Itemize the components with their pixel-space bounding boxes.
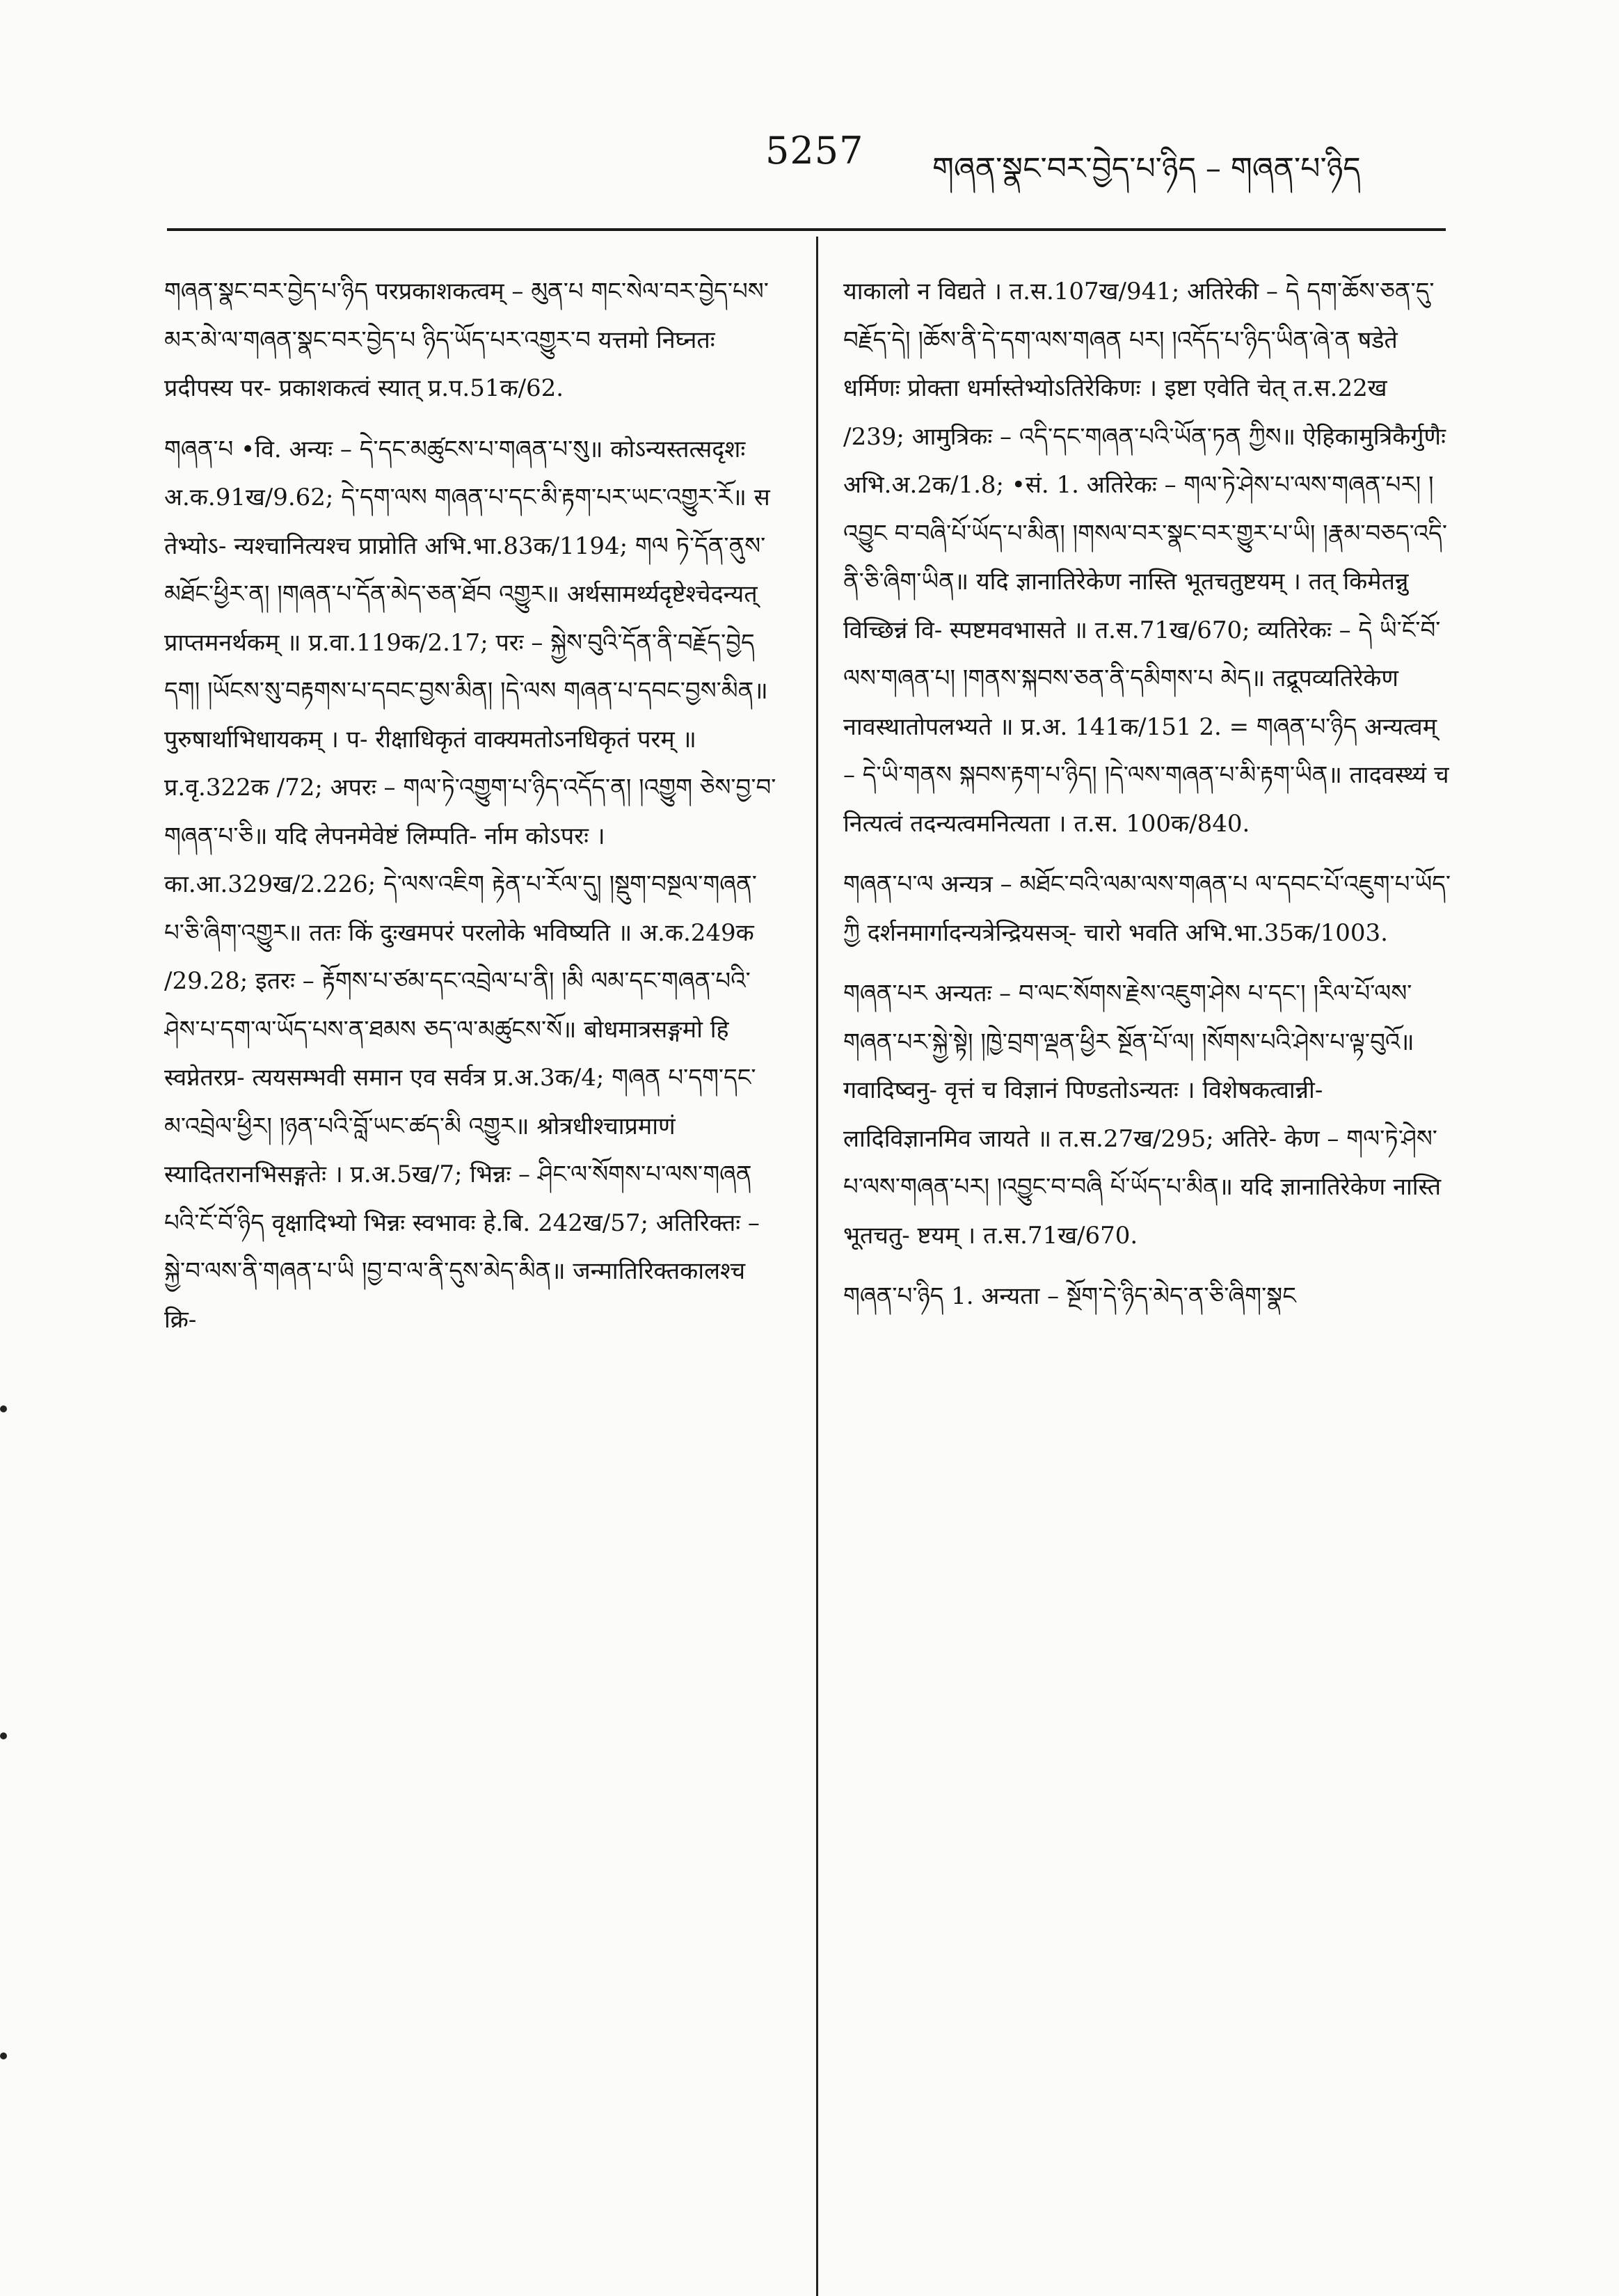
dictionary-entry <box>164 268 776 413</box>
header-rule <box>167 228 1446 231</box>
entry-text: याकालो न विद्यते । त.स.107ख/941; अतिरेकी – དེ དག་ཆོས་ཅན་དུ་བརྗོད་དེ། །ཆོས་ནི་དེ་དག་ལས་གཞན པར། །འདོད་པ་ཉིད་ཡིན་ཞེ་ན षडेते धर्मिणः प्रोक्ता धर्मास्तेभ्योऽतिरेकिणः । इष्टा एवेति चेत् त.स.22ख /239; आमुत्रिकः – འདི་དང་གཞན་པའི་ཡོན་ཏན ཀྱིས॥ ऐहिकामुत्रिकैर्गुणैः अभि.अ.2क/1.8; •सं. 1. अतिरेकः – གལ་ཏེ་ཤེས་པ་ལས་གཞན་པར། །འབྱུང བ་བཞི་པོ་ཡོད་པ་མིན། །གསལ་བར་སྣང་བར་གྱུར་པ་ཡི། །རྣམ་བཅད་འདི་ནི་ཅི་ཞིག་ཡིན॥ यदि ज्ञानातिरेकेण नास्ति भूतचतुष्टयम् । तत् किमेतन्नु विच्छिन्नं वि- स्पष्टमवभासते ॥ त.स.71ख/670; व्यतिरेकः – དེ ཡི་ངོ་བོ་ལས་གཞན་པ། །གནས་སྐབས་ཅན་ནི་དམིགས་པ མེད॥ तद्रूपव्यतिरेकेण नावस्थातोपलभ्यते ॥ प्र.अ. 141क/151 2. = གཞན་པ་ཉིད अन्यत्वम् – དེ་ཡི་གནས སྐབས་རྟག་པ་ཉིད། །དེ་ལས་གཞན་པ་མི་རྟག་ཡིན॥ तादवस्थ्यं च नित्यत्वं तदन्यत्वमनित्यता । त.स. 100क/840. <box>843 278 1449 838</box>
dictionary-entry <box>843 861 1455 957</box>
scan-edge-mark <box>0 1405 7 1412</box>
page-header <box>167 122 1454 191</box>
dictionary-entry <box>843 1273 1455 1321</box>
page-number: 5257 <box>765 129 864 173</box>
entry-text: གཞན་པ་ལ अन्यत्र – མཐོང་བའི་ལམ་ལས་གཞན་པ ལ་དབང་པོ་འཇུག་པ་ཡོད་ཀྱི दर्शनमार्गादन्यत्रेन्द्रियसञ्- चारो भवति अभि.भा.35क/1003. <box>843 870 1451 947</box>
running-header-title: གཞན་སྣང་བར་བྱེད་པ་ཉིད – གཞན་པ་ཉིད <box>932 151 1361 186</box>
column-divider <box>816 237 818 2296</box>
scan-edge-mark <box>0 1732 7 1739</box>
entry-text: གཞན་པ་ཉིད 1. अन्यता – སྔོག་དེ་ཉིད་མེད་ན་ཅི་ཞིག་སྣང <box>843 1282 1296 1310</box>
right-column <box>843 268 1455 2272</box>
dictionary-entry <box>843 970 1455 1260</box>
dictionary-entry <box>843 268 1455 848</box>
dictionary-entry <box>164 426 776 1345</box>
entry-text: གཞན་པ •वि. अन्यः – དེ་དང་མཚུངས་པ་གཞན་པ་སུ॥ कोऽन्यस्तत्सदृशः अ.क.91ख/9.62; དེ་དག་ལས གཞན་པ་དང་མི་རྟག་པར་ཡང་འགྱུར་རོ॥ स तेभ्योऽ- न्यश्चानित्यश्च प्राप्नोति अभि.भा.83क/1194; གལ ཏེ་དོན་ནུས་མཐོང་ཕྱིར་ན། །གཞན་པ་དོན་མེད་ཅན་ཐོབ འགྱུར॥ अर्थसामर्थ्यदृष्टेश्चेदन्यत् प्राप्तमनर्थकम् ॥ प्र.वा.119क/2.17; परः – སྐྱེས་བུའི་དོན་ནི་བརྗོད་བྱེད དག། །ཡོངས་སུ་བརྟགས་པ་དབང་བྱས་མིན། །དེ་ལས གཞན་པ་དབང་བྱས་མིན॥ पुरुषार्थाभिधायकम् । प- रीक्षाधिकृतं वाक्यमतोऽनधिकृतं परम् ॥ प्र.वृ.322क /72; अपरः – གལ་ཏེ་འགྱུག་པ་ཉིད་འདོད་ན། །འགྱུག ཅེས་བྱ་བ་གཞན་པ་ཅི॥ यदि लेपनमेवेष्टं लिम्पति- र्नाम कोऽपरः । का.आ.329ख/2.226; དེ་ལས་འཇིག རྟེན་པ་རོལ་དུ། །སྡུག་བསྔལ་གཞན་པ་ཅི་ཞིག་འགྱུར॥ ततः किं दुःखमपरं परलोके भविष्यति ॥ अ.क.249क /29.28; इतरः – རྟོགས་པ་ཙམ་དང་འབྲེལ་པ་ནི། །མི ལམ་དང་གཞན་པའི་ཤེས་པ་དག་ལ་ཡོད་པས་ན་ཐམས ཅད་ལ་མཚུངས་སོ॥ बोधमात्रसङ्गमो हि स्वप्नेतरप्र- त्ययसम्भवी समान एव सर्वत्र प्र.अ.3क/4; གཞན པ་དག་དང་མ་འབྲེལ་ཕྱིར། །ཉན་པའི་བློ་ཡང་ཚད་མི འགྱུར॥ श्रोत्रधीश्चाप्रमाणं स्यादितरानभिसङ्गतेः । प्र.अ.5ख/7; भिन्नः – ཤིང་ལ་སོགས་པ་ལས་གཞན པའི་ངོ་བོ་ཉིད वृक्षादिभ्यो भिन्नः स्वभावः हे.बि. 242ख/57; अतिरिक्तः – སྐྱེ་བ་ལས་ནི་གཞན་པ་ཡི །བྱ་བ་ལ་ནི་དུས་མེད་མིན॥ जन्मातिरिक्तकालश्च क्रि- <box>164 435 776 1334</box>
left-column <box>164 268 776 2272</box>
entry-text: གཞན་སྣང་བར་བྱེད་པ་ཉིད परप्रकाशकत्वम् – མུན་པ གང་སེལ་བར་བྱེད་པས་མར་མེ་ལ་གཞན་སྣང་བར་བྱེད་པ ཉིད་ཡོད་པར་འགྱུར་བ यत्तमो निघ्नतः प्रदीपस्य पर- प्रकाशकत्वं स्यात् प्र.प.51क/62. <box>164 278 769 402</box>
entry-text: གཞན་པར अन्यतः – བ་ལང་སོགས་རྗེས་འཇུག་ཤེས པ་དང་། །རིལ་པོ་ལས་གཞན་པར་སྐྱེ་སྟེ། །ཁྱེ་བྲག་ལྡན་ཕྱིར སྔོན་པོ་ལ། །སོགས་པའི་ཤེས་པ་ལྟ་བུའོ॥ गवादिष्वनु- वृत्तं च विज्ञानं पिण्डतोऽन्यतः । विशेषकत्वान्नी- लादिविज्ञानमिव जायते ॥ त.स.27ख/295; अतिरे- केण – གལ་ཏེ་ཤེས་པ་ལས་གཞན་པར། །འབྱུང་བ་བཞི པོ་ཡོད་པ་མིན॥ यदि ज्ञानातिरेकेण नास्ति भूतचतु- ष्टयम् । त.स.71ख/670. <box>843 980 1442 1250</box>
scan-edge-mark <box>0 2052 7 2059</box>
